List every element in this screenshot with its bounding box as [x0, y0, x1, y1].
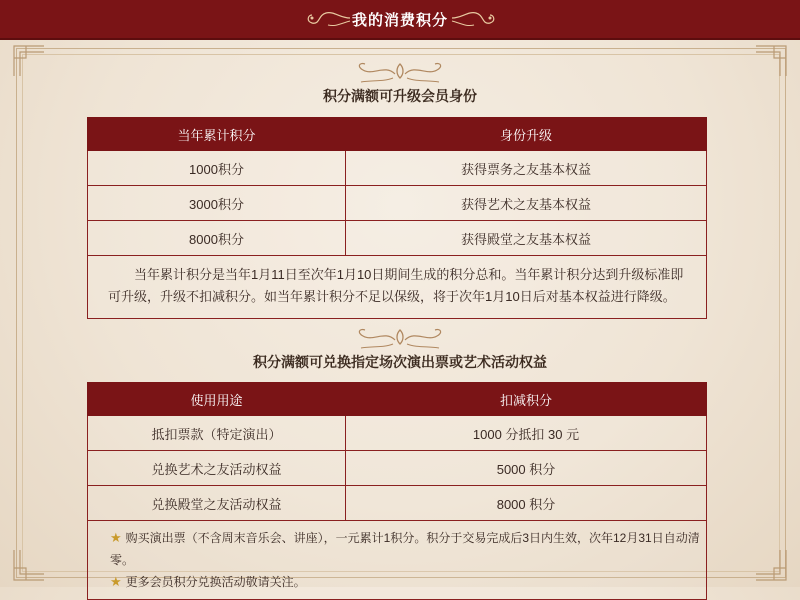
note-text: 更多会员积分兑换活动敬请关注。 — [125, 575, 306, 589]
list-item — [88, 527, 706, 571]
crest-ornament-icon — [345, 60, 455, 84]
redeem-notes — [88, 521, 707, 600]
redeem-table — [87, 382, 707, 600]
table-cell: 抵扣票款（特定演出） — [88, 416, 346, 451]
upgrade-table — [87, 117, 707, 319]
table-cell: 兑换殿堂之友活动权益 — [88, 486, 346, 521]
crest-ornament-icon — [345, 326, 455, 350]
table-cell: 8000积分 — [88, 221, 346, 256]
section-heading — [0, 60, 800, 106]
table-row — [88, 416, 707, 451]
table-header-row — [88, 118, 707, 151]
table-note-row — [88, 521, 707, 600]
table-note-row — [88, 256, 707, 319]
table-row — [88, 486, 707, 521]
frame-corner-icon — [754, 548, 788, 582]
table-row — [88, 221, 707, 256]
list-item — [88, 571, 706, 593]
section-title: 积分满额可升级会员身份 — [323, 88, 477, 104]
page-title: 我的消费积分 — [351, 11, 448, 29]
column-header: 使用用途 — [88, 383, 346, 416]
column-header: 当年累计积分 — [88, 118, 346, 151]
table-cell: 3000积分 — [88, 186, 346, 221]
table-cell: 8000 积分 — [346, 486, 707, 521]
table-cell: 1000 分抵扣 30 元 — [346, 416, 707, 451]
note-text: 当年累计积分是当年1月11日至次年1月10日期间生成的积分总和。当年累计积分达到升级标准即可升级，升级不扣减积分。如当年累计积分不足以保级，将于次年1月10日后对基本权益进行降级。 — [108, 267, 684, 304]
upgrade-note — [88, 256, 707, 319]
column-header: 身份升级 — [346, 118, 707, 151]
section-heading — [0, 326, 800, 372]
star-icon: ★ — [110, 574, 122, 589]
frame-corner-icon — [12, 548, 46, 582]
table-row — [88, 451, 707, 486]
table-cell: 获得殿堂之友基本权益 — [346, 221, 707, 256]
table-row — [88, 151, 707, 186]
table-cell: 获得艺术之友基本权益 — [346, 186, 707, 221]
table-row — [88, 186, 707, 221]
table-cell: 5000 积分 — [346, 451, 707, 486]
section-title: 积分满额可兑换指定场次演出票或艺术活动权益 — [253, 354, 547, 370]
star-icon: ★ — [110, 530, 122, 545]
table-cell: 1000积分 — [88, 151, 346, 186]
table-cell: 兑换艺术之友活动权益 — [88, 451, 346, 486]
scroll-ornament-right-icon — [450, 5, 502, 31]
column-header: 扣减积分 — [346, 383, 707, 416]
table-cell: 获得票务之友基本权益 — [346, 151, 707, 186]
note-text: 购买演出票（不含周末音乐会、讲座），一元累计1积分。积分于交易完成后3日内生效，次年12月31日自动清零。 — [110, 531, 700, 567]
table-header-row — [88, 383, 707, 416]
